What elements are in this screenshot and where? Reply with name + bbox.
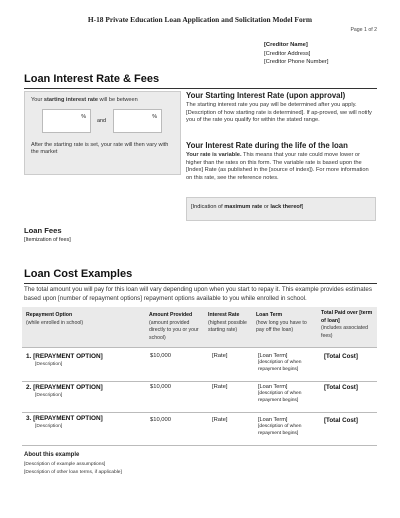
loan-fees-title: Loan Fees <box>24 226 62 235</box>
row-amount: $10,000 <box>150 353 171 359</box>
loan-fees-text: [Itemization of fees] <box>24 237 71 243</box>
row-total: [Total Cost] <box>324 353 358 360</box>
row-description: [Description] <box>35 424 63 429</box>
life-rate-heading: Your Interest Rate during the life of the loan <box>186 141 348 150</box>
row-description: [Description] <box>35 362 63 367</box>
col-header-term: Loan Term (how long you have to pay off the loan) <box>256 312 307 334</box>
table-row <box>22 348 377 381</box>
cost-intro: The total amount you will pay for this loan will vary depending upon when you start to repay it. This example provides estimates based upon [number of repayment options] repayment options available to you while enrolled in school. <box>24 286 372 302</box>
row-amount: $10,000 <box>150 417 171 423</box>
rate-max-field[interactable]: % <box>113 109 162 133</box>
section-title-rates: Loan Interest Rate & Fees <box>24 73 160 85</box>
form-title: H-18 Private Education Loan Application and Solicitation Model Form <box>87 15 313 24</box>
starting-rate-heading: Your Starting Interest Rate (upon approval) <box>186 91 346 100</box>
row-option: 2. [REPAYMENT OPTION] <box>26 384 103 391</box>
section-rule <box>24 283 377 284</box>
table-row <box>22 413 377 446</box>
about-example-terms: [Description of other loan terms, if applicable] <box>24 470 122 475</box>
rate-vary-note: After the starting rate is set, your rate will then vary with the market <box>31 142 169 156</box>
section-rule <box>24 88 377 89</box>
and-label: and <box>97 118 106 124</box>
col-header-total: Total Paid over [term of loan] (includes associated fees) <box>321 310 373 339</box>
rate-min-field[interactable]: % <box>42 109 91 133</box>
row-description: [Description] <box>35 393 63 398</box>
row-total: [Total Cost] <box>324 384 358 391</box>
about-example-title: About this example <box>24 452 80 458</box>
section-title-cost: Loan Cost Examples <box>24 268 133 280</box>
page-number: Page 1 of 2 <box>350 27 377 33</box>
row-divider <box>22 445 377 446</box>
row-option: 3. [REPAYMENT OPTION] <box>26 415 103 422</box>
about-example-assumptions: [Description of example assumptions] <box>24 462 106 467</box>
creditor-phone: [Creditor Phone Number] <box>264 59 329 66</box>
row-amount: $10,000 <box>150 384 171 390</box>
col-header-option: Repayment Option (while enrolled in school) <box>26 312 84 326</box>
row-rate: [Rate] <box>212 353 228 359</box>
creditor-address: [Creditor Address] <box>264 50 311 57</box>
starting-rate-intro: Your starting interest rate will be between <box>31 97 138 103</box>
row-term: [Loan Term] [description of when repayment begins] <box>258 353 302 372</box>
table-row <box>22 382 377 415</box>
creditor-block <box>264 41 328 67</box>
max-rate-box: [Indication of maximum rate or lack thereof] <box>186 197 376 221</box>
starting-rate-text: The starting interest rate you pay will be determined after you apply. [Description of how starting rate is determined]. If ap-proved, we will notify you of the rate you qualify for within the stated range. <box>186 102 372 124</box>
starting-rate-box <box>24 91 181 175</box>
row-rate: [Rate] <box>212 417 228 423</box>
row-term: [Loan Term] [description of when repayment begins] <box>258 417 302 436</box>
row-total: [Total Cost] <box>324 417 358 424</box>
col-header-rate: Interest Rate (highest possible starting rate) <box>208 312 247 334</box>
creditor-name: [Creditor Name] <box>264 42 308 48</box>
row-rate: [Rate] <box>212 384 228 390</box>
row-option: 1. [REPAYMENT OPTION] <box>26 353 103 360</box>
row-term: [Loan Term] [description of when repayment begins] <box>258 384 302 403</box>
life-rate-text: Your rate is variable. This means that your rate could move lower or higher than the rates on this form. The variable rate is based upon the [Index] Rate (as published in the [source of index]). For more information on this rate, see the reference notes. <box>186 152 369 181</box>
col-header-amount: Amount Provided (amount provided directly to you or your school) <box>149 312 199 341</box>
